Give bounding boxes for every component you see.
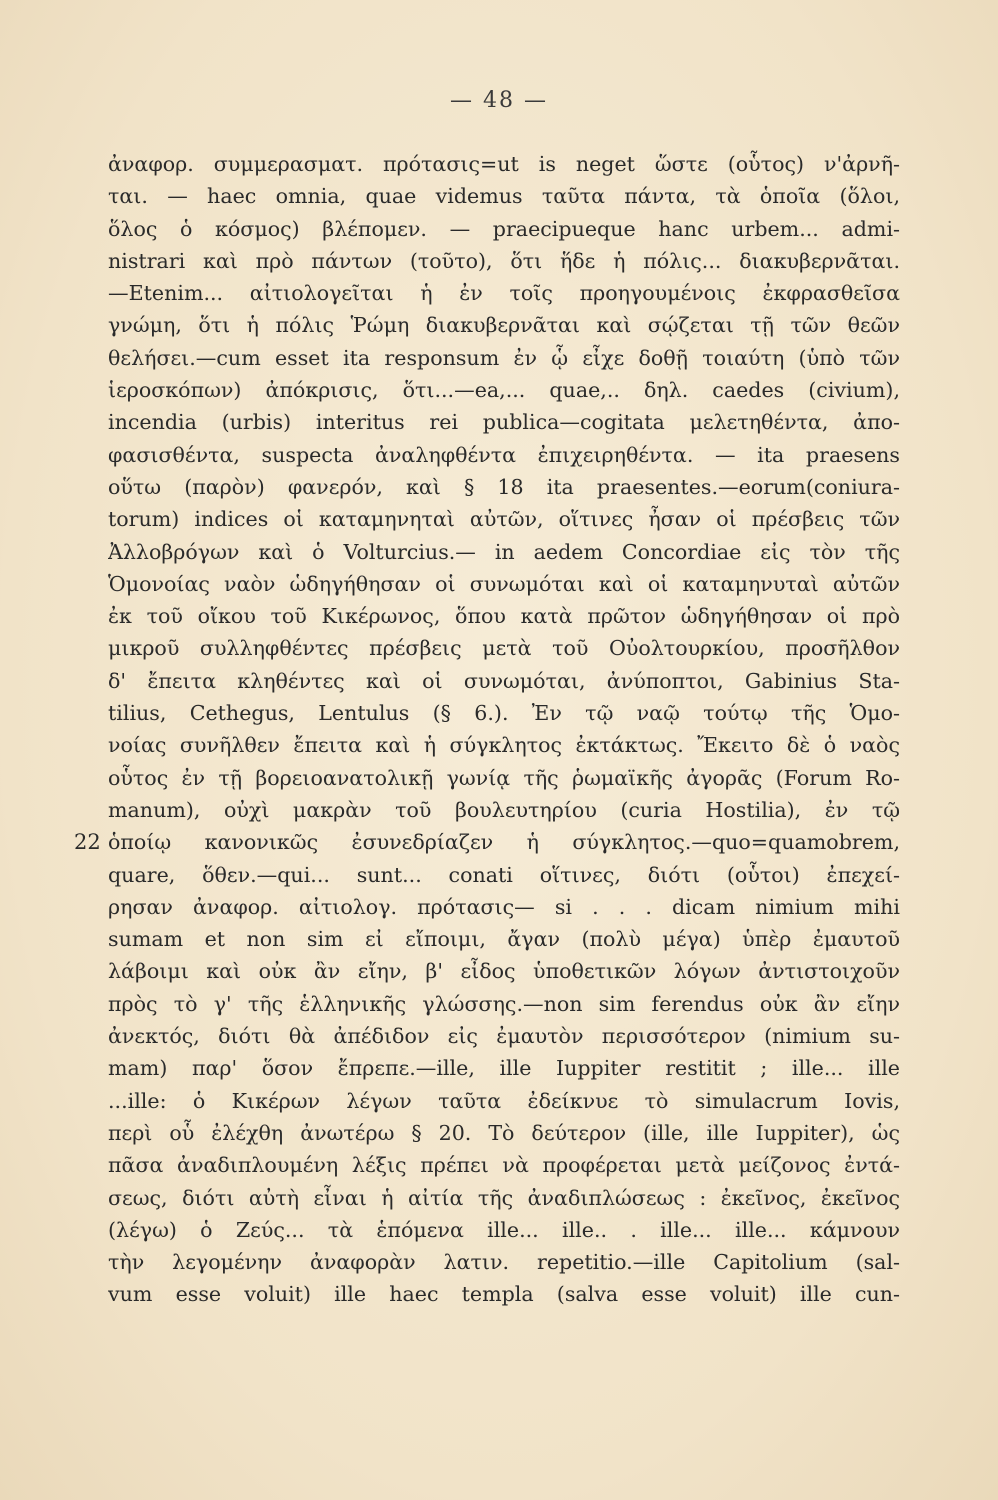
text-line: λάβοιμι καὶ οὐκ ἂν εἴην, β' εἶδος ὑποθετικῶν λόγων ἀντιστοιχοῦν [108,959,900,984]
commentary-text [74,148,900,1311]
text-line: ἱεροσκόπων) ἀπόκρισις, ὅτι...—ea,... quae,.. δηλ. caedes (civium), [108,378,900,403]
text-line: δ' ἔπειτα κληθέντες καὶ οἱ συνωμόται, ἀνύποπτοι, Gabinius Sta- [108,668,900,693]
text-line: πᾶσα ἀναδιπλουμένη λέξις πρέπει νὰ προφέρεται μετὰ μείζονος ἐντά- [108,1153,900,1178]
text-line: mam) παρ' ὅσον ἔπρεπε.—ille, ille Iuppiter restitit ; ille... ille [108,1056,900,1081]
text-line: ὁποίῳ κανονικῶς ἐσυνεδρίαζεν ἡ σύγκλητος.—quo=quamobrem, [108,830,900,855]
text-line: πρὸς τὸ γ' τῆς ἑλληνικῆς γλώσσης.—non sim ferendus οὐκ ἂν εἴην [108,991,900,1016]
text-line: ἀνεκτός, διότι θὰ ἀπέδιδον εἰς ἐμαυτὸν περισσότερον (nimium su- [108,1024,900,1049]
text-line: τὴν λεγομένην ἀναφορὰν λατιν. repetitio.—ille Capitolium (sal- [108,1250,900,1275]
text-line: Ἀλλοβρόγων καὶ ὁ Volturcius.— in aedem Concordiae εἰς τὸν τῆς [108,539,900,564]
text-line: nistrari καὶ πρὸ πάντων (τοῦτο), ὅτι ἥδε ἡ πόλις... διακυβερνᾶται. [108,248,900,273]
text-line: quare, ὅθεν.—qui... sunt... conati οἵτινες, διότι (οὗτοι) ἐπεχεί- [108,862,900,887]
text-line: incendia (urbis) interitus rei publica—cogitata μελετηθέντα, ἀπο- [108,410,900,435]
text-line: φασισθέντα, suspecta ἀναληφθέντα ἐπιχειρηθέντα. — ita praesens [108,442,900,467]
text-line: νοίας συνῆλθεν ἔπειτα καὶ ἡ σύγκλητος ἐκτάκτως. Ἔκειτο δὲ ὁ ναὸς [108,733,900,758]
text-line: Ὁμονοίας ναὸν ὡδηγήθησαν οἱ συνωμόται καὶ οἱ καταμηνυταὶ αὐτῶν [108,571,900,596]
text-line: θελήσει.—cum esset ita responsum ἐν ᾧ εἶχε δοθῇ τοιαύτη (ὑπὸ τῶν [108,345,900,370]
text-line: ἐκ τοῦ οἴκου τοῦ Κικέρωνος, ὅπου κατὰ πρῶτον ὡδηγήθησαν οἱ πρὸ [108,604,900,629]
text-line: οὗτος ἐν τῇ βορειοανατολικῇ γωνίᾳ τῆς ῥωμαϊκῆς ἀγορᾶς (Forum Ro- [108,765,900,790]
text-line: ται. — haec omnia, quae videmus ταῦτα πάντα, τὰ ὁποῖα (ὅλοι, [108,184,900,209]
text-line: ...ille: ὁ Κικέρων λέγων ταῦτα ἐδείκνυε τὸ simulacrum Iovis, [108,1088,900,1113]
text-line: οὕτω (παρὸν) φανερόν, καὶ § 18 ita praesentes.—eorum(coniura- [108,474,900,499]
text-line: ἀναφορ. συμμερασματ. πρότασις=ut is neget ὥστε (οὗτος) ν'ἀρνῆ- [108,152,900,176]
text-line: σεως, διότι αὐτὴ εἶναι ἡ αἰτία τῆς ἀναδιπλώσεως : ἐκεῖνος, ἐκεῖνος [108,1185,900,1210]
text-line: —Etenim... αἰτιολογεῖται ἡ ἐν τοῖς προηγουμένοις ἐκφρασθεῖσα [108,281,900,306]
text-line: (λέγω) ὁ Ζεύς... τὰ ἑπόμενα ille... ille.. . ille... ille... κάμνουν [108,1217,900,1242]
text-line: περὶ οὗ ἐλέχθη ἀνωτέρω § 20. Τὸ δεύτερον (ille, ille Iuppiter), ὡς [108,1120,900,1145]
text-line: vum esse voluit) ille haec templa (salva esse voluit) ille cun- [108,1282,900,1307]
text-line: ρησαν ἀναφορ. αἰτιολογ. πρότασις— si . . . dicam nimium mihi [108,894,900,919]
text-line: sumam et non sim εἰ εἴποιμι, ἄγαν (πολὺ μέγα) ὑπὲρ ἐμαυτοῦ [108,927,900,952]
text-line: torum) indices οἱ καταμηνηταὶ αὐτῶν, οἵτινες ἦσαν οἱ πρέσβεις τῶν [108,507,900,532]
text-line: manum), οὐχὶ μακρὰν τοῦ βουλευτηρίου (curia Hostilia), ἐν τῷ [108,797,900,822]
margin-line-number: 22 [74,830,101,855]
text-line: tilius, Cethegus, Lentulus (§ 6.). Ἐν τῷ ναῷ τούτῳ τῆς Ὁμο- [108,701,900,726]
text-line: μικροῦ συλληφθέντες πρέσβεις μετὰ τοῦ Οὐολτουρκίου, προσῆλθον [108,636,900,661]
page-number: — 48 — [450,88,548,113]
text-line: γνώμη, ὅτι ἡ πόλις Ῥώμη διακυβερνᾶται καὶ σῴζεται τῇ τῶν θεῶν [108,313,900,338]
text-line: ὅλος ὁ κόσμος) βλέπομεν. — praecipueque hanc urbem... admi- [108,216,900,241]
